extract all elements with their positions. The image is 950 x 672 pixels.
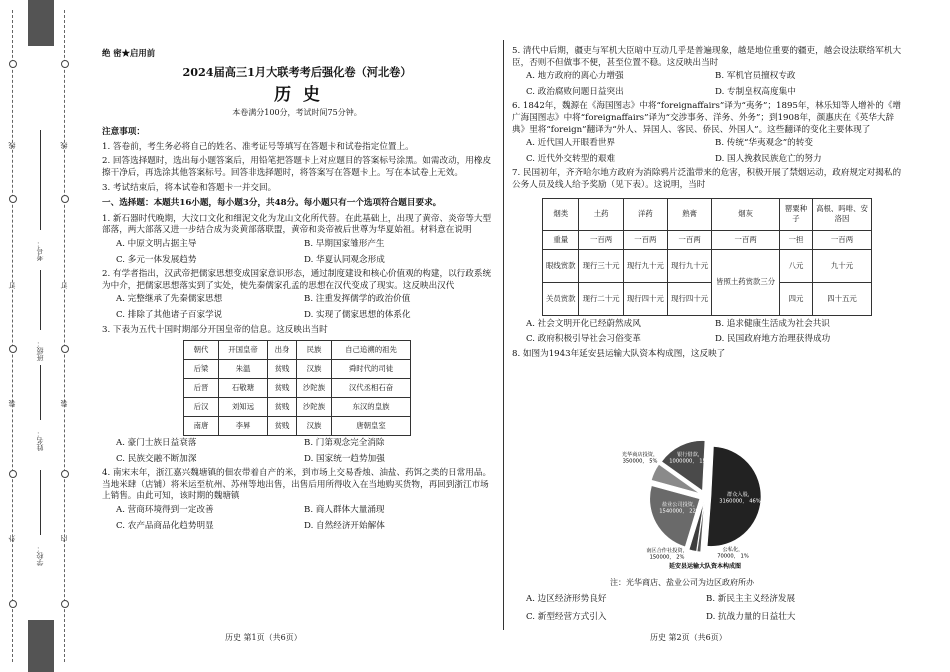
right-column (512, 46, 904, 360)
question-7-options (526, 319, 904, 346)
name-field[interactable] (40, 365, 41, 420)
option-d[interactable]: D. 自然经济开始解体 (304, 520, 385, 531)
table-header: 烟类 (543, 198, 579, 230)
table-row: 后晋 石敬瑭 贫贱 沙陀族 汉代丞相石奋 (184, 379, 411, 398)
question-3-stem: 3. 下表为五代十国时期部分开国皇帝的信息。这反映出当时 (102, 324, 328, 335)
question-1-stem: 1. 新石器时代晚期，大汶口文化和细泥文化为龙山文化所代替。在此基础上，出现了黄帝、炎帝等大型部落，两大部落又进一步结合成为炎黄部落联盟，黄帝和炎帝被后世尊为华夏始祖。材料意在说明 (102, 213, 492, 236)
option-a[interactable]: A. 边区经济形势良好 (526, 594, 607, 604)
page-footer-right: 历史 第2页（共6页） (650, 633, 727, 642)
table-row: 关员赏款 现行二十元 现行四十元 现行四十元 四元 四十五元 (543, 282, 872, 315)
table-header: 熟膏 (668, 198, 712, 230)
note-item: 2. 回答选择题时，选出每小题答案后，用铅笔把答题卡上对应题目的答案标号涂黑。如需改动，用橡皮擦干净后，再选涂其他答案标号。回答非选择题时，将答案写在答题卡上。写在本试卷上无效。 (102, 156, 492, 178)
class-label: 班级： (36, 340, 44, 361)
option-d[interactable]: D. 实现了儒家思想的体系化 (304, 309, 411, 320)
rail-label-outer-1: 线 (8, 142, 16, 149)
chart-title: 延安县运输大队资本构成图 (668, 563, 742, 570)
class-field[interactable] (40, 270, 41, 330)
note-item: 1. 答卷前，考生务必将自己的姓名、准考证号等填写在答题卡和试卷指定位置上。 (102, 141, 414, 152)
option-a[interactable]: A. 完整继承了先秦儒家思想 (116, 294, 223, 305)
option-c[interactable]: C. 近代外交转型的艰难 (526, 153, 616, 164)
option-d[interactable]: D. 国家统一趋势加强 (304, 453, 385, 464)
school-field[interactable] (40, 470, 41, 535)
option-b[interactable]: B. 商人群体大量涌现 (304, 505, 385, 516)
option-c[interactable]: C. 排除了其他诸子百家学说 (116, 309, 223, 320)
subject-title: 历 史 (274, 85, 320, 106)
reward-table (542, 198, 872, 316)
margin-bar-bottom (28, 620, 54, 672)
option-c[interactable]: C. 政府积极引导社会习俗变革 (526, 334, 641, 345)
option-b[interactable]: B. 传统“华夷观念”的转变 (715, 138, 813, 149)
question-2-options (116, 294, 492, 321)
pie-data-label: 公私化， 70000， 1% (717, 547, 749, 560)
table-header: 出身 (268, 341, 297, 360)
option-d[interactable]: D. 抗战力量的日益壮大 (706, 611, 796, 622)
name-label: 姓名： (36, 430, 44, 451)
question-5-stem: 5. 清代中后期，疆吏与军机大臣暗中互动几乎是普遍现象，越是地位重要的疆吏，越会设法联络军机大臣，否则不但做事不便，甚至位置不稳。这反映出当时 (512, 46, 902, 68)
table-row: 重量 一百两 一百两 一百两 一百两 一担 一百两 (543, 230, 872, 249)
option-c[interactable]: C. 民族交融不断加深 (116, 453, 197, 464)
pie-data-label: 光华商店投资， 350000， 5% (621, 452, 659, 465)
notes-title: 注意事项： (102, 127, 145, 138)
table-header: 朝代 (184, 341, 219, 360)
option-a[interactable]: A. 豪门士族日益衰落 (116, 438, 197, 449)
option-c[interactable]: C. 农产品商品化趋势明显 (116, 520, 214, 531)
table-row: 南唐 李昪 贫贱 汉族 唐朝皇室 (184, 417, 411, 436)
table-header: 自己追溯的祖先 (332, 341, 411, 360)
table-row: 眼线赏款 现行三十元 现行九十元 现行九十元 皆照土药赏款三分 八元 九十元 (543, 249, 872, 282)
rail-label-outer-2: 订 (8, 282, 16, 289)
margin-line-outer (12, 10, 13, 662)
table-header: 烟灰 (712, 198, 780, 230)
margin-line-inner (64, 10, 65, 662)
option-a[interactable]: A. 社会文明开化已经蔚然成风 (526, 318, 641, 329)
table-header: 土药 (579, 198, 623, 230)
table-header: 开国皇帝 (219, 341, 268, 360)
option-b[interactable]: B. 追求健康生活成为社会共识 (715, 318, 830, 329)
pie-data-label: 盐业公司投资， 1540000， 22% (659, 502, 701, 515)
option-c[interactable]: C. 政治腐败问题日益突出 (526, 86, 624, 97)
rail-label-inner-1: 线 (60, 142, 68, 149)
exam-title: 2024届高三1月大联考考后强化卷（河北卷） (182, 65, 412, 80)
exam-no-field[interactable] (40, 130, 41, 230)
question-4-stem: 4. 南宋末年，浙江嘉兴魏塘镇的佃农带着自产的米，到市场上交易香烛、油盐、药饵之类的日常用品。当地米肆（店铺）将米运至杭州、苏州等地出售，出售后用所得收入在当地购买货物，再回到浙江市场上销售。由此可知，该时期的魏塘镇 (102, 468, 492, 502)
rail-label-outer-4: 外 (8, 535, 16, 542)
question-6-stem: 6. 1842年，魏源在《海国图志》中将“foreignaffairs”译为“夷务”；1895年，林乐知等人增补的《增广海国图志》中将“foreignaffairs”译为“交涉事务、洋务、外务”；到1908年，颜惠庆在《英华大辞典》里将“foreign”翻译为“外人、异国人、客民、侨民、外国人”。这些翻译的变化主要体现了 (512, 101, 902, 135)
column-divider (503, 40, 504, 630)
option-a[interactable]: A. 中原文明占据主导 (116, 238, 197, 249)
question-5-options (526, 71, 904, 98)
rail-label-outer-3: 装 (8, 400, 16, 407)
question-7-stem: 7. 民国初年，齐齐哈尔地方政府为消除鸦片泛滥带来的危害，积极开展了禁烟运动，政府规定对揭私的公务人员及线人给予奖励（见下表）。这说明，当时 (512, 168, 902, 190)
pie-slice (650, 486, 700, 547)
option-b[interactable]: B. 注重发挥儒学的政治价值 (304, 294, 411, 305)
option-a[interactable]: A. 地方政府的离心力增强 (526, 71, 624, 82)
rail-label-inner-4: 内 (60, 535, 68, 542)
page-footer-left: 历史 第1页（共6页） (225, 633, 302, 642)
left-column (102, 48, 492, 535)
secret-mark: 绝 密★启用前 (102, 48, 156, 58)
question-2-stem: 2. 有学者指出，汉武帝把儒家思想变成国家意识形态，通过制度建设和核心价值观的构建，以行政系统为中介，把儒家思想落实到了实处，使先秦儒家孔孟的思想在汉代变成了现实。这反映出汉代 (102, 269, 492, 291)
table-header: 洋药 (623, 198, 667, 230)
table-header: 民族 (297, 341, 332, 360)
option-c[interactable]: C. 多元一体发展趋势 (116, 254, 197, 265)
option-d[interactable]: D. 华夏认同观念形成 (304, 254, 385, 265)
option-d[interactable]: D. 民国政府地方治理获得成功 (715, 334, 831, 345)
margin-bar-top (28, 0, 54, 46)
option-b[interactable]: B. 军机官员擅权专政 (715, 71, 796, 82)
question-8-options (526, 594, 886, 623)
option-d[interactable]: D. 专制皇权高度集中 (715, 86, 796, 97)
question-1-options (116, 239, 492, 266)
option-b[interactable]: B. 新民主主义经济发展 (706, 594, 796, 604)
question-4-options (116, 505, 492, 532)
question-8-stem: 8. 如图为1943年延安县运输大队资本构成图，这反映了 (512, 348, 726, 359)
score-time: 本卷满分100分，考试时间75分钟。 (232, 108, 362, 118)
option-d[interactable]: D. 国人挽救民族危亡的努力 (715, 153, 822, 164)
school-label: 学校： (36, 545, 44, 566)
pie-data-label: 银行借款， 1000000， 15% (669, 452, 711, 465)
rail-label-inner-2: 订 (60, 282, 68, 289)
question-6-options (526, 138, 904, 165)
option-b[interactable]: B. 早期国家雏形产生 (304, 238, 385, 249)
option-b[interactable]: B. 门第观念完全消除 (304, 438, 385, 449)
option-a[interactable]: A. 营商环境得到一定改善 (116, 505, 214, 516)
note-item: 3. 考试结束后，将本试卷和答题卡一并交回。 (102, 182, 277, 193)
question-3-options (116, 438, 492, 465)
capital-pie-chart (605, 434, 805, 574)
section-heading: 一、选择题：本题共16小题，每小题3分，共48分。每小题只有一个选项符合题目要求。 (102, 198, 442, 209)
emperor-table (183, 340, 411, 436)
table-row: 后梁 朱温 贫贱 汉族 舜时代的司徒 (184, 360, 411, 379)
pie-data-label: 南区合作社投资， 150000， 2% (646, 548, 688, 561)
table-header: 高根、吗啡、安洛因 (813, 198, 872, 230)
chart-note: 注：光华商店、盐业公司为边区政府所办 (610, 578, 754, 587)
table-row: 后汉 刘知远 贫贱 沙陀族 东汉的皇族 (184, 398, 411, 417)
rail-label-inner-3: 装 (60, 400, 68, 407)
merged-cell: 皆照土药赏款三分 (712, 249, 780, 315)
exam-no-label: 考号： (36, 240, 44, 261)
option-a[interactable]: A. 近代国人开眼看世界 (526, 138, 616, 149)
option-c[interactable]: C. 新型经营方式引入 (526, 611, 607, 622)
table-header: 罂粟种子 (780, 198, 813, 230)
pie-data-label: 群众入股， 3160000， 46% (719, 492, 761, 505)
